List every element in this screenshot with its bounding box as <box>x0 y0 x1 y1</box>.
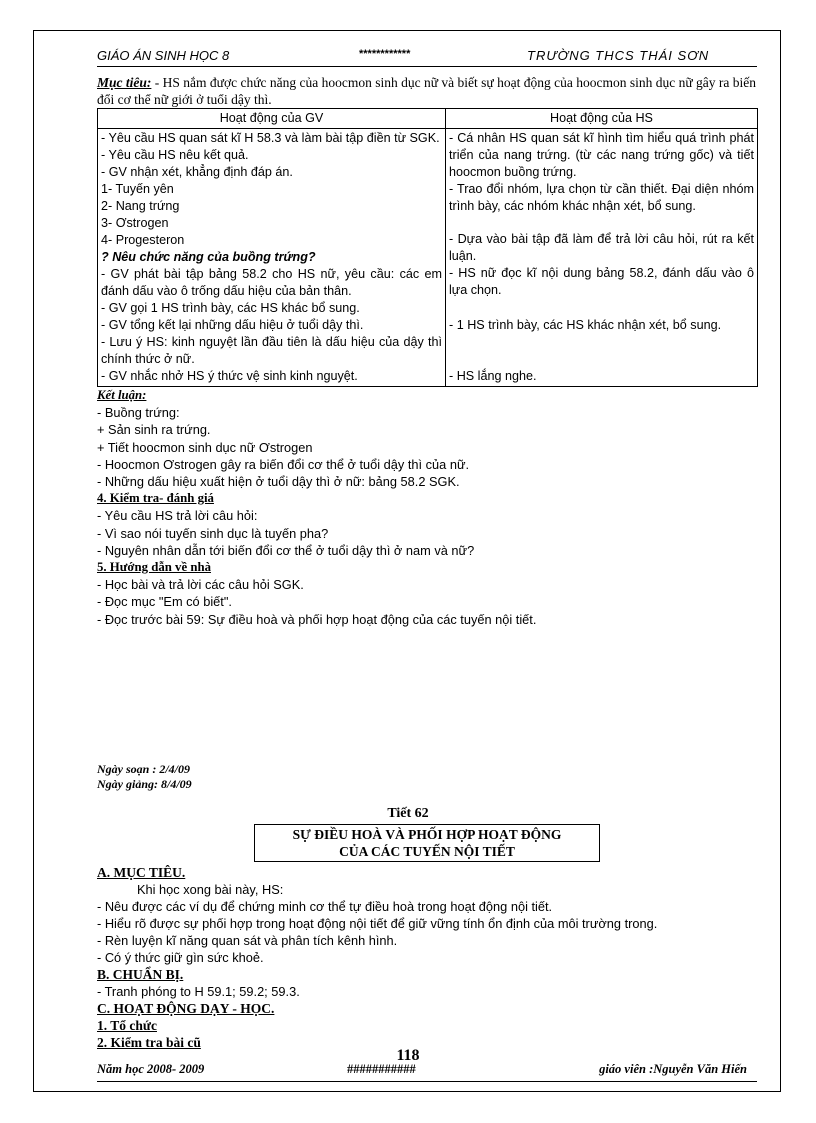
section-a-line: - Rèn luyện kĩ năng quan sát và phân tích kênh hình. <box>97 933 398 948</box>
conclusion-title: Kết luận: <box>97 388 147 402</box>
gv-line: - Yêu cầu HS nêu kết quả. <box>101 148 249 162</box>
activity-table <box>97 108 758 387</box>
gv-line: - Yêu cầu HS quan sát kĩ H 58.3 và làm bài tập điền từ SGK. <box>101 131 440 145</box>
footer-teacher: giáo viên :Nguyễn Văn Hiến <box>599 1062 747 1076</box>
gv-line: - GV gọi 1 HS trình bày, các HS khác bổ sung. <box>101 301 360 315</box>
footer-school-year: Năm học 2008- 2009 <box>97 1062 205 1076</box>
objective <box>97 74 757 108</box>
section-c2: 2. Kiểm tra bài cũ <box>97 1035 201 1050</box>
page-footer <box>97 1062 757 1080</box>
gv-activities <box>98 129 446 387</box>
gv-line: 1- Tuyến yên <box>101 182 174 196</box>
assessment-line: - Yêu cầu HS trả lời câu hỏi: <box>97 508 258 524</box>
section-a-title: A. MỤC TIÊU. <box>97 865 186 880</box>
conclusion-line: + Tiết hoocmon sinh dục nữ Ơstrogen <box>97 439 313 455</box>
gv-line: 2- Nang trứng <box>101 199 180 213</box>
section-b-line: - Tranh phóng to H 59.1; 59.2; 59.3. <box>97 984 300 999</box>
section-a-intro: Khi học xong bài này, HS: <box>137 882 284 897</box>
section-c1: 1. Tổ chức <box>97 1018 157 1033</box>
col-header-gv: Hoạt động của GV <box>98 109 446 129</box>
homework-line: - Đọc mục "Em có biết". <box>97 594 232 610</box>
gv-line: - GV nhắc nhở HS ý thức vệ sinh kinh nguyệt. <box>101 369 358 383</box>
lesson-number: Tiết 62 <box>387 806 429 821</box>
footer-hashes: ########### <box>347 1062 416 1076</box>
gv-question: ? Nêu chức năng của buồng trứng? <box>101 250 316 264</box>
gv-line: - GV nhận xét, khẳng định đáp án. <box>101 165 293 179</box>
gv-line: 3- Ơstrogen <box>101 216 169 230</box>
hs-line: - Trao đổi nhóm, lựa chọn từ cần thiết. Đại diện nhóm trình bày, các nhóm khác nhận xét, bổ sung. <box>449 182 754 213</box>
hs-line: - HS nữ đọc kĩ nội dung bảng 58.2, đánh dấu vào ô lựa chọn. <box>449 266 754 297</box>
col-header-hs: Hoạt động của HS <box>446 109 758 129</box>
spacer <box>449 299 754 317</box>
section-b-title: B. CHUẨN BỊ. <box>97 967 184 982</box>
gv-line: - GV phát bài tập bảng 58.2 cho HS nữ, yêu cầu: các em đánh dấu vào ô trống dấu hiệu của bản thân. <box>101 267 442 298</box>
hs-line: - Cá nhân HS quan sát kĩ hình tìm hiểu quá trình phát triển của nang trứng. (từ các nang trứng gốc) và tiết hoocmon buồng trứng. <box>449 131 754 179</box>
lesson-dates <box>97 762 192 792</box>
hs-line: - HS lắng nghe. <box>449 369 537 383</box>
hs-activities <box>446 129 758 387</box>
date-prepared: Ngày soạn : 2/4/09 <box>97 762 190 776</box>
main-content <box>97 74 757 628</box>
spacer <box>449 352 754 368</box>
page-number: 118 <box>396 1047 420 1064</box>
conclusion-line: - Hoocmon Ơstrogen gây ra biến đổi cơ thể ở tuổi dậy thì của nữ. <box>97 456 470 472</box>
objective-text: - HS nắm được chức năng của hoocmon sinh dục nữ và biết sự hoạt động của hoocmon sinh dục nữ gây ra biến đổi cơ thể nữ giới ở tuổi dậy thì. <box>97 75 756 107</box>
hs-line: - Dựa vào bài tập đã làm để trả lời câu hỏi, rút ra kết luận. <box>449 232 754 263</box>
lesson-title-line2: CỦA CÁC TUYẾN NỘI TIẾT <box>339 844 515 859</box>
gv-line: - GV tổng kết lại những dấu hiệu ở tuổi dậy thì. <box>101 318 364 332</box>
assessment-line: - Nguyên nhân dẫn tới biến đổi cơ thể ở tuổi dậy thì ở nam và nữ? <box>97 542 475 558</box>
conclusion-line: + Sản sinh ra trứng. <box>97 422 211 438</box>
lesson-title-box <box>254 824 600 862</box>
conclusion-line: - Những dấu hiệu xuất hiện ở tuổi dậy thì ở nữ: bảng 58.2 SGK. <box>97 474 460 490</box>
header-stars: ************ <box>359 48 411 60</box>
date-taught: Ngày giảng: 8/4/09 <box>97 777 192 791</box>
homework-title: 5. Hướng dẫn về nhà <box>97 560 211 575</box>
header-divider <box>97 66 757 67</box>
page-header <box>97 48 757 66</box>
assessment-line: - Vì sao nói tuyến sinh dục là tuyến pha? <box>97 525 329 541</box>
homework-line: - Học bài và trả lời các câu hỏi SGK. <box>97 577 304 593</box>
header-school: TRƯỜNG THCS THÁI SƠN <box>527 48 710 63</box>
conclusion-line: - Buồng trứng: <box>97 405 180 421</box>
homework-line: - Đọc trước bài 59: Sự điều hoà và phối hợp hoạt động của các tuyến nội tiết. <box>97 611 537 627</box>
spacer <box>449 334 754 352</box>
gv-line: - Lưu ý HS: kinh nguyệt lần đầu tiên là dấu hiệu của dậy thì chính thức ở nữ. <box>101 335 442 366</box>
spacer <box>449 215 754 231</box>
assessment-title: 4. Kiểm tra- đánh giá <box>97 491 214 506</box>
header-subject: GIÁO ÁN SINH HỌC 8 <box>97 48 230 63</box>
gv-line: 4- Progesteron <box>101 233 185 247</box>
section-a-line: - Có ý thức giữ gìn sức khoẻ. <box>97 950 264 965</box>
section-c-title: C. HOẠT ĐỘNG DẠY - HỌC. <box>97 1001 275 1016</box>
hs-line: - 1 HS trình bày, các HS khác nhận xét, bổ sung. <box>449 318 722 332</box>
conclusion-section <box>97 387 757 628</box>
objective-label: Mục tiêu: <box>97 75 152 90</box>
section-a-line: - Nêu được các ví dụ để chứng minh cơ thể tự điều hoà trong hoạt động nội tiết. <box>97 899 553 914</box>
footer-divider <box>97 1081 757 1082</box>
lesson-plan <box>97 864 757 1051</box>
lesson-title-line1: SỰ ĐIỀU HOÀ VÀ PHỐI HỢP HOẠT ĐỘNG <box>292 827 562 842</box>
section-a-line: - Hiểu rõ được sự phối hợp trong hoạt động nội tiết để giữ vững tính ổn định của môi trường trong. <box>97 916 658 931</box>
